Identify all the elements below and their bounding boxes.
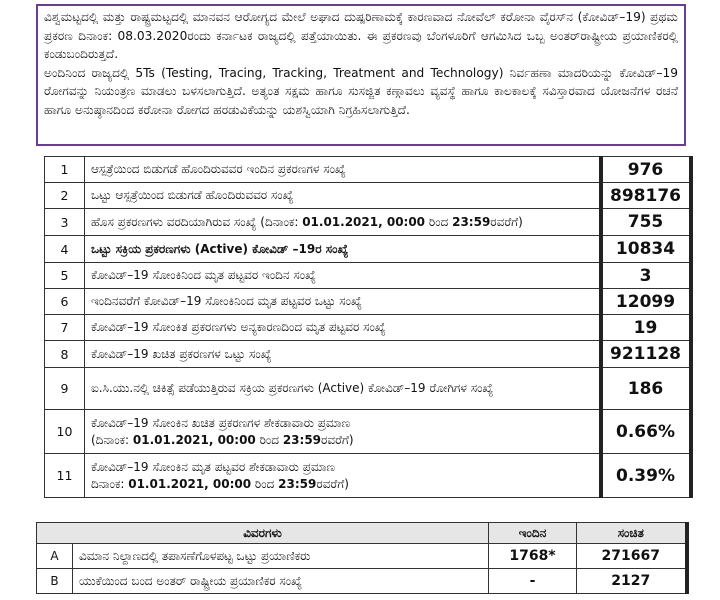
- intro-paragraph-2: ಅಂದಿನಿಂದ ರಾಜ್ಯದಲ್ಲಿ 5Ts (Testing, Tracing, Tracking, Treatment and Technology) ನಿರ್ವಹಣಾ ಮಾದರಿಯನ್ನು ಕೋವಿಡ್–19 ರೋಗವನ್ನು ನಿಯಂತ್ರಣ ಮಾಡಲು ಬಳಸಲಾಗುತ್ತಿದೆ. ಅತ್ಯಂತ ಸಕ್ಷಮ ಹಾಗೂ ಸುಸಜ್ಜಿತ ಕಣ್ಗಾವಲು ವ್ಯವಸ್ಥೆ ಹಾಗೂ ಕಾಲಕಾಲಕ್ಕೆ ಸವಿಸ್ತಾರವಾದ ಯೋಜನೆಗಳ ರಚನೆ ಹಾಗೂ ಅನುಷ್ಠಾನದಿಂದ ಕರೋನಾ ರೋಗದ ಹರಡುವಿಕೆಯನ್ನು ಯಶಸ್ವಿಯಾಗಿ ನಿಗ್ರಹಿಸಲಾಗುತ್ತಿದೆ.: [44, 65, 678, 117]
- row-value: 19: [601, 315, 691, 341]
- column-header-cumulative: ಸಂಚಿತ: [577, 523, 687, 544]
- row-description: ಕೋವಿಡ್–19 ಸೋಂಕಿನಿಂದ ಮೃತ ಪಟ್ಟವರ ಇಂದಿನ ಸಂಖ್ಯೆ: [85, 263, 601, 289]
- row-description-text: ಕೋವಿಡ್–19 ಸೋಂಕಿನ ಖಚಿತ ಪ್ರಕರಣಗಳ ಶೇಕಡಾವಾರು ಪ್ರಮಾಣ: [91, 415, 351, 430]
- row-description-text: ಕೋವಿಡ್–19 ಸೋಂಕಿನ ಮೃತ ಪಟ್ಟವರ ಶೇಕಡಾವಾರು ಪ್ರಮಾಣ: [91, 459, 336, 474]
- row-date-range: [91, 432, 593, 449]
- row-description: [85, 209, 601, 236]
- table-row: [45, 410, 691, 454]
- date-range-end: 23:59: [452, 214, 491, 229]
- row-date-range: [91, 476, 593, 493]
- row-code: B: [37, 569, 73, 594]
- row-number: 2: [45, 183, 85, 209]
- row-today-value: -: [489, 569, 577, 594]
- row-value: 12099: [601, 289, 691, 315]
- row-description: ಕೋವಿಡ್–19 ಖಚಿತ ಪ್ರಕರಣಗಳ ಒಟ್ಟು ಸಂಖ್ಯೆ: [85, 341, 601, 368]
- row-description-text: ದಿನಾಂಕ:: [91, 476, 129, 491]
- row-description-text: ರಿಂದ: [251, 476, 279, 491]
- table-row: [45, 157, 691, 183]
- row-description-text: ಹೊಸ ಪ್ರಕರಣಗಳು ವರದಿಯಾಗಿರುವ ಸಂಖ್ಯೆ (ದಿನಾಂಕ:: [91, 214, 303, 229]
- row-description: [85, 454, 601, 498]
- row-description: ಕೋವಿಡ್–19 ಸೋಂಕಿತ ಪ್ರಕರಣಗಳು ಅನ್ಯಕಾರಣದಿಂದ ಮೃತ ಪಟ್ಟವರ ಸಂಖ್ಯೆ: [85, 315, 601, 341]
- row-description-text: ರಿಂದ: [255, 432, 283, 447]
- table-row: [37, 544, 687, 569]
- intro-box: [36, 4, 686, 146]
- row-description-text: ರವರೆಗೆ): [316, 476, 349, 491]
- row-number: 11: [45, 454, 85, 498]
- row-value: 976: [601, 157, 691, 183]
- row-description: ಐ.ಸಿ.ಯು.ನಲ್ಲಿ ಚಿಕಿತ್ಸೆ ಪಡೆಯುತ್ತಿರುವ ಸಕ್ರಿಯ ಪ್ರಕರಣಗಳು (Active) ಕೋವಿಡ್–19 ರೋಗಿಗಳ ಸಂಖ್ಯೆ: [85, 368, 601, 410]
- row-number: 9: [45, 368, 85, 410]
- row-value: 0.39%: [601, 454, 691, 498]
- row-value: 755: [601, 209, 691, 236]
- row-number: 4: [45, 236, 85, 263]
- row-value: 898176: [601, 183, 691, 209]
- row-number: 8: [45, 341, 85, 368]
- covid-stats-table: [44, 156, 693, 498]
- row-description: ಒಟ್ಟು ಸಕ್ರಿಯ ಪ್ರಕರಣಗಳು (Active) ಕೋವಿಡ್ –19ರ ಸಂಖ್ಯೆ: [85, 236, 601, 263]
- table-row: [45, 209, 691, 236]
- table-row: [45, 341, 691, 368]
- row-value: 921128: [601, 341, 691, 368]
- date-range-start: 01.01.2021, 00:00: [128, 476, 252, 491]
- row-description: [85, 410, 601, 454]
- column-header-today: ಇಂದಿನ: [489, 523, 577, 544]
- date-range-start: 01.01.2021, 00:00: [132, 432, 256, 447]
- row-value: 186: [601, 368, 691, 410]
- table-row: [45, 454, 691, 498]
- table-row: [45, 368, 691, 410]
- row-description: ವಿಮಾನ ನಿಲ್ದಾಣದಲ್ಲಿ ತಪಾಸಣೆಗೊಳಪಟ್ಟ ಒಟ್ಟು ಪ್ರಯಾಣಿಕರು: [73, 544, 489, 569]
- row-value: 0.66%: [601, 410, 691, 454]
- row-number: 5: [45, 263, 85, 289]
- row-number: 6: [45, 289, 85, 315]
- row-description-text: ರವರೆಗೆ): [321, 432, 354, 447]
- table-row: [45, 263, 691, 289]
- intro-paragraph-1: ವಿಶ್ವಮಟ್ಟದಲ್ಲಿ ಮತ್ತು ರಾಷ್ಟ್ರಮಟ್ಟದಲ್ಲಿ ಮಾನವನ ಆರೋಗ್ಯದ ಮೇಲೆ ಅಘಾದ ದುಷ್ಪರಿಣಾಮಕ್ಕೆ ಕಾರಣವಾದ ನೋವೆಲ್ ಕರೋನಾ ವೈರಸ್‌ನ (ಕೋವಿಡ್–19) ಪ್ರಥಮ ಪ್ರಕರಣ ದಿನಾಂಕ: 08.03.2020ರಂದು ಕರ್ನಾಟಕ ರಾಜ್ಯದಲ್ಲಿ ಪತ್ತೆಯಾಯಿತು. ಈ ಪ್ರಕರಣವು ಬೆಂಗಳೂರಿಗೆ ಆಗಮಿಸಿದ ಒಬ್ಬ ಅಂತರ್‌ರಾಷ್ಟ್ರೀಯ ಪ್ರಯಾಣಿಕರಲ್ಲಿ ಕಂಡುಬಂದಿರುತ್ತದೆ.: [44, 10, 678, 62]
- table-row: [45, 315, 691, 341]
- row-number: 1: [45, 157, 85, 183]
- row-cumulative-value: 271667: [577, 544, 687, 569]
- row-description: ಇಂದಿನವರೆಗೆ ಕೋವಿಡ್–19 ಸೋಂಕಿನಿಂದ ಮೃತ ಪಟ್ಟವರ ಒಟ್ಟು ಸಂಖ್ಯೆ: [85, 289, 601, 315]
- row-description-text: ರಿಂದ: [425, 214, 453, 229]
- row-description: ಒಟ್ಟು ಆಸ್ಪತ್ರೆಯಿಂದ ಬಿಡುಗಡೆ ಹೊಂದಿರುವವರ ಸಂಖ್ಯೆ: [85, 183, 601, 209]
- table-row: [37, 569, 687, 594]
- row-number: 7: [45, 315, 85, 341]
- column-header-details: ವಿವರಗಳು: [37, 523, 489, 544]
- row-code: A: [37, 544, 73, 569]
- row-description: ಯುಕೆಯಿಂದ ಬಂದ ಅಂತರ್ ರಾಷ್ಟ್ರೀಯ ಪ್ರಯಾಣಿಕರ ಸಂಖ್ಯೆ: [73, 569, 489, 594]
- row-description: ಆಸ್ಪತ್ರೆಯಿಂದ ಬಿಡುಗಡೆ ಹೊಂದಿರುವವರ ಇಂದಿನ ಪ್ರಕರಣಗಳ ಸಂಖ್ಯೆ: [85, 157, 601, 183]
- row-cumulative-value: 2127: [577, 569, 687, 594]
- date-range-start: 01.01.2021, 00:00: [302, 214, 426, 229]
- table-row: [45, 289, 691, 315]
- date-range-end: 23:59: [282, 432, 322, 447]
- row-number: 3: [45, 209, 85, 236]
- date-range-end: 23:59: [278, 476, 317, 491]
- table-header-row: [37, 523, 687, 544]
- row-today-value: 1768*: [489, 544, 577, 569]
- table-row: [45, 236, 691, 263]
- row-value: 3: [601, 263, 691, 289]
- row-value: 10834: [601, 236, 691, 263]
- traveller-screening-table: [36, 522, 689, 594]
- table-row: [45, 183, 691, 209]
- row-description-text: (ದಿನಾಂಕ:: [91, 432, 133, 447]
- row-number: 10: [45, 410, 85, 454]
- row-description-text: ರವರೆಗೆ): [490, 214, 523, 229]
